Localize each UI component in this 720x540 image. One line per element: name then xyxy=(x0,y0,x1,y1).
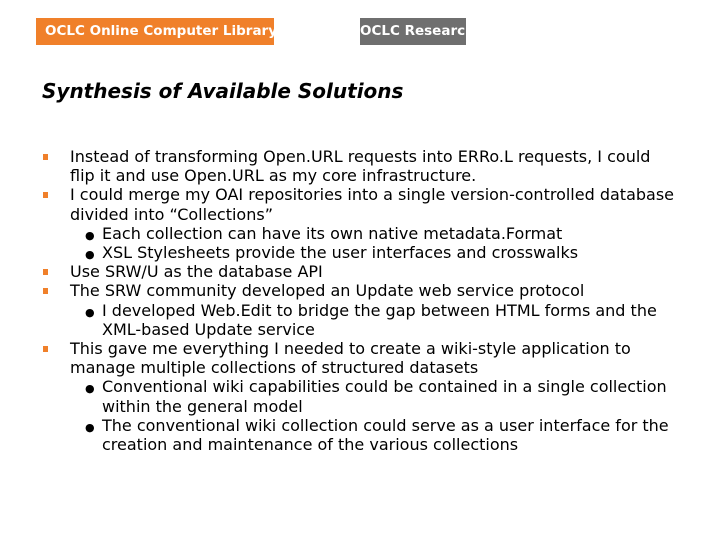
sub-bullet-item xyxy=(40,416,680,454)
square-bullet-icon xyxy=(43,192,48,198)
square-bullet-icon xyxy=(43,269,48,275)
sub-bullet-text: Each collection can have its own native metadata.Format xyxy=(102,223,563,243)
sub-bullet-item xyxy=(40,377,680,415)
oclc-research-logo: OCLC Research xyxy=(360,18,466,45)
sub-bullet-item xyxy=(40,243,680,262)
dot-bullet-icon: ● xyxy=(85,305,95,319)
dot-bullet-icon: ● xyxy=(85,382,95,396)
oclc-logo: OCLC Online Computer Library Center xyxy=(36,18,274,45)
bullet-item xyxy=(40,185,680,223)
bullet-text: The SRW community developed an Update web service protocol xyxy=(70,281,585,301)
square-bullet-icon xyxy=(43,154,48,160)
dot-bullet-icon: ● xyxy=(85,248,95,262)
bullet-text: I could merge my OAI repositories into a single version-controlled database divided into “Collections” xyxy=(70,185,675,224)
sub-bullet-text: XSL Stylesheets provide the user interfaces and crosswalks xyxy=(102,243,579,263)
sub-bullet-text: I developed Web.Edit to bridge the gap between HTML forms and the XML-based Update service xyxy=(102,300,657,339)
bullet-item xyxy=(40,281,680,300)
bullet-list xyxy=(40,147,680,454)
bullet-text: Instead of transforming Open.URL requests into ERRo.L requests, I could flip it and use Open.URL as my core infrastructure. xyxy=(70,147,651,186)
bullet-item xyxy=(40,262,680,281)
sub-bullet-text: The conventional wiki collection could serve as a user interface for the creation and maintenance of the various collections xyxy=(102,415,669,455)
square-bullet-icon xyxy=(43,288,48,294)
slide-title: Synthesis of Available Solutions xyxy=(42,79,404,103)
dot-bullet-icon: ● xyxy=(85,420,95,434)
bullet-item xyxy=(40,147,680,185)
bullet-text: Use SRW/U as the database API xyxy=(70,262,323,282)
square-bullet-icon xyxy=(43,346,48,352)
sub-bullet-item xyxy=(40,224,680,243)
sub-bullet-item xyxy=(40,301,680,339)
dot-bullet-icon: ● xyxy=(85,228,95,242)
bullet-item xyxy=(40,339,680,377)
bullet-text: This gave me everything I needed to create a wiki-style application to manage multiple collections of structured datasets xyxy=(70,339,631,378)
sub-bullet-text: Conventional wiki capabilities could be contained in a single collection within the general model xyxy=(102,377,667,416)
